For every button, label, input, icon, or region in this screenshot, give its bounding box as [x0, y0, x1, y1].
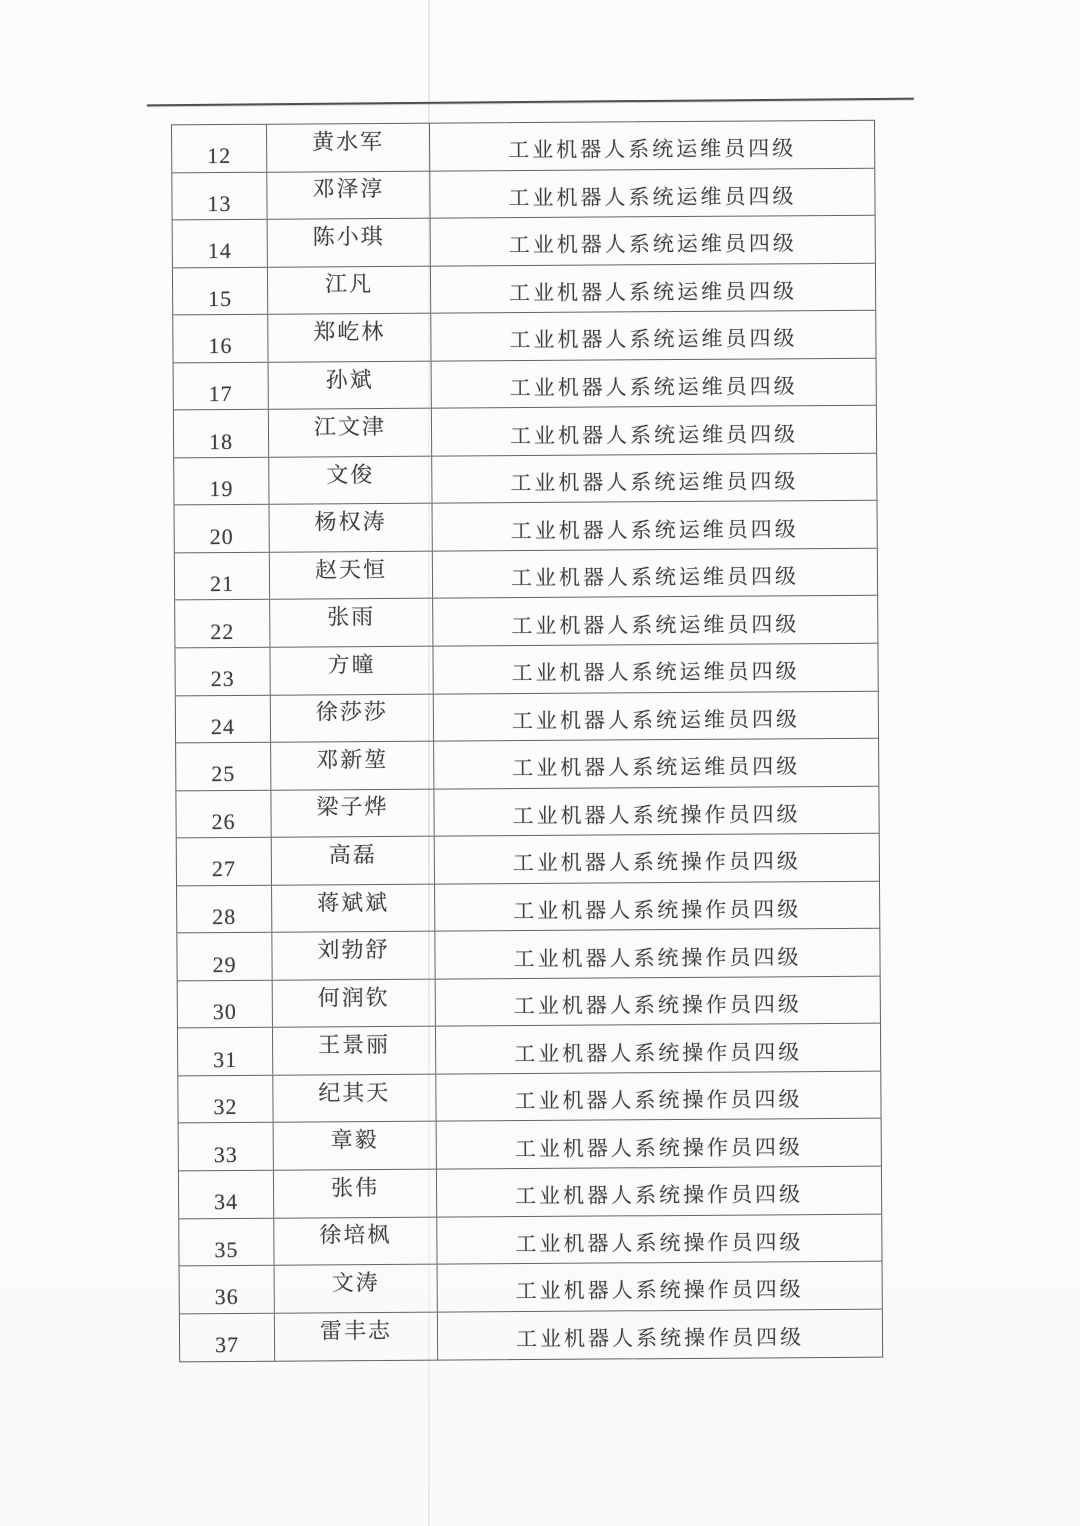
certificate-name: 工业机器人系统运维员四级: [511, 611, 800, 638]
person-name: 江文津: [313, 413, 387, 440]
certificate-name: 工业机器人系统运维员四级: [511, 707, 801, 733]
row-number-cell: [175, 553, 270, 600]
row-number-cell: [177, 838, 272, 885]
person-name-cell: [271, 742, 434, 790]
table-row: [176, 691, 878, 743]
certificate-name-cell: [430, 121, 874, 170]
person-name-cell: [273, 1027, 436, 1075]
person-name: 徐莎莎: [315, 699, 388, 725]
person-name: 张雨: [327, 604, 376, 630]
certificate-name: 工业机器人系统运维员四级: [508, 184, 797, 210]
row-number: 16: [208, 333, 233, 359]
person-name: 蒋斌斌: [317, 889, 390, 915]
person-name: 邓泽淳: [312, 176, 385, 202]
row-number-cell: [178, 1028, 273, 1075]
certificate-name: 工业机器人系统操作员四级: [513, 897, 802, 924]
person-name-cell: [269, 409, 432, 457]
certificate-name-cell: [437, 1214, 881, 1263]
row-number-cell: [176, 743, 271, 790]
certificate-name-cell: [433, 596, 877, 645]
row-number: 20: [209, 523, 234, 549]
person-name-cell: [272, 932, 435, 980]
certificate-name: 工业机器人系统操作员四级: [515, 1277, 804, 1304]
row-number-cell: [177, 885, 272, 932]
certificate-name: 工业机器人系统运维员四级: [509, 374, 798, 401]
table-row: [177, 881, 879, 933]
person-name: 江凡: [324, 271, 374, 297]
row-number: 15: [208, 285, 233, 312]
row-number-cell: [178, 1076, 273, 1123]
row-number: 31: [213, 1046, 238, 1072]
table-row: [173, 216, 875, 268]
row-number-cell: [174, 362, 269, 409]
row-number-cell: [180, 1313, 275, 1361]
row-number: 36: [214, 1284, 239, 1310]
certificate-name-cell: [436, 1024, 880, 1073]
person-name-cell: [274, 1122, 437, 1170]
certificate-name: 工业机器人系统运维员四级: [508, 136, 797, 163]
person-name-cell: [273, 1075, 436, 1123]
row-number-cell: [173, 267, 268, 314]
row-number: 30: [212, 999, 237, 1025]
person-name: 文俊: [326, 461, 375, 487]
person-name: 郑屹林: [313, 318, 386, 345]
row-number-cell: [174, 410, 269, 457]
person-name: 赵天恒: [314, 556, 388, 583]
row-number-cell: [172, 125, 267, 172]
row-number: 22: [210, 618, 235, 644]
table-row: [175, 501, 877, 553]
person-name-cell: [271, 789, 434, 837]
certificate-name: 工业机器人系统运维员四级: [510, 469, 799, 496]
table-row: [174, 406, 876, 458]
certificate-name-cell: [432, 501, 876, 550]
row-number: 26: [211, 808, 236, 835]
certificate-name: 工业机器人系统操作员四级: [515, 1325, 805, 1352]
certificate-name: 工业机器人系统操作员四级: [514, 1134, 803, 1161]
table-row: [175, 644, 877, 696]
certificate-name-cell: [432, 454, 876, 503]
row-number-cell: [175, 600, 270, 647]
person-name: 何润钦: [317, 984, 390, 1011]
person-name-cell: [267, 124, 430, 172]
certificate-name: 工业机器人系统操作员四级: [515, 1182, 804, 1209]
row-number-cell: [173, 315, 268, 362]
certificate-name: 工业机器人系统运维员四级: [510, 516, 799, 543]
row-number: 13: [207, 190, 232, 216]
table-row: [180, 1309, 882, 1361]
table-row: [178, 977, 880, 1029]
person-name: 张伟: [330, 1174, 380, 1201]
row-number-cell: [180, 1266, 275, 1313]
certificate-name: 工业机器人系统操作员四级: [514, 1039, 803, 1066]
table-row: [178, 1072, 880, 1124]
row-number: 14: [207, 238, 232, 264]
certificate-name-cell: [434, 691, 878, 740]
certificate-name-cell: [434, 739, 878, 788]
row-number: 21: [209, 571, 235, 597]
row-number: 29: [212, 951, 237, 977]
person-name: 梁子烨: [316, 794, 389, 820]
scan-noise-speckles: [0, 0, 1, 1]
certificate-name: 工业机器人系统操作员四级: [514, 1087, 803, 1114]
person-name-cell: [275, 1312, 438, 1361]
table-row: [178, 1024, 880, 1076]
certificate-name-cell: [432, 358, 876, 407]
person-name: 章毅: [330, 1127, 379, 1153]
person-name: 高磊: [328, 841, 377, 868]
person-name: 刘勃舒: [317, 936, 390, 963]
person-name: 纪其天: [318, 1079, 391, 1106]
person-name-cell: [267, 171, 430, 219]
row-number: 17: [208, 380, 233, 407]
person-name-cell: [268, 314, 431, 362]
row-number: 19: [209, 476, 234, 502]
person-name-cell: [268, 266, 431, 314]
table-row: [174, 358, 876, 410]
certificate-name: 工业机器人系统运维员四级: [512, 754, 801, 781]
table-row: [179, 1119, 881, 1171]
certificate-name: 工业机器人系统运维员四级: [509, 326, 798, 353]
table-row: [179, 1214, 881, 1266]
certificate-name: 工业机器人系统运维员四级: [511, 659, 800, 686]
certificate-name: 工业机器人系统操作员四级: [512, 849, 801, 876]
row-number: 28: [212, 903, 237, 930]
row-number-cell: [179, 1123, 274, 1170]
certificate-name-cell: [433, 549, 877, 598]
person-name-cell: [271, 694, 434, 742]
row-number: 37: [214, 1332, 240, 1358]
table-row: [176, 786, 878, 838]
row-number-cell: [176, 695, 271, 742]
person-name: 孙斌: [325, 366, 374, 392]
person-name: 杨权涛: [314, 509, 387, 535]
table-row: [177, 929, 879, 981]
row-number: 24: [210, 713, 236, 739]
table-row: [173, 311, 875, 363]
row-number: 18: [208, 428, 234, 454]
table-row: [172, 168, 874, 220]
person-name: 黄水军: [311, 128, 385, 155]
row-number-cell: [176, 790, 271, 837]
person-name-cell: [274, 1217, 437, 1265]
row-number-cell: [174, 458, 269, 505]
certificate-name-cell: [431, 311, 875, 360]
row-number-cell: [177, 933, 272, 980]
person-name: 方曈: [327, 651, 376, 678]
table-row: [180, 1262, 882, 1314]
person-name: 雷丰志: [319, 1317, 393, 1344]
person-name-cell: [270, 599, 433, 647]
row-number-cell: [179, 1171, 274, 1218]
table-row: [173, 263, 875, 315]
row-number: 23: [210, 666, 235, 692]
certificate-name: 工业机器人系统运维员四级: [509, 279, 798, 306]
certificate-name: 工业机器人系统操作员四级: [512, 802, 801, 829]
row-number-cell: [172, 172, 267, 219]
person-name: 王景丽: [317, 1032, 391, 1058]
person-name: 徐培枫: [319, 1222, 392, 1248]
certificate-table: [171, 120, 883, 1363]
row-number: 12: [207, 143, 232, 169]
certificate-name: 工业机器人系统运维员四级: [509, 421, 799, 448]
person-name-cell: [274, 1170, 437, 1218]
row-number-cell: [179, 1218, 274, 1265]
row-number: 35: [214, 1236, 239, 1262]
row-number-cell: [173, 220, 268, 267]
certificate-name-cell: [432, 406, 876, 455]
person-name-cell: [270, 647, 433, 695]
person-name-cell: [270, 552, 433, 600]
certificate-name: 工业机器人系统操作员四级: [513, 992, 802, 1019]
table-row: [177, 834, 879, 886]
person-name-cell: [269, 361, 432, 409]
person-name-cell: [268, 219, 431, 267]
certificate-name-cell: [437, 1119, 881, 1168]
person-name-cell: [273, 979, 436, 1027]
certificate-name-cell: [435, 881, 879, 930]
certificate-name-cell: [435, 834, 879, 883]
row-number: 34: [214, 1189, 239, 1215]
table-row: [172, 121, 874, 173]
row-number-cell: [178, 981, 273, 1028]
table-row: [174, 454, 876, 506]
person-name: 邓新堃: [316, 746, 389, 773]
header-separator-line: [147, 98, 914, 107]
certificate-name-cell: [436, 1072, 880, 1121]
row-number: 33: [213, 1141, 238, 1167]
person-name: 陈小琪: [312, 223, 385, 250]
certificate-name-cell: [435, 929, 879, 978]
table-row: [175, 596, 877, 648]
person-name-cell: [272, 884, 435, 932]
certificate-name: 工业机器人系统操作员四级: [513, 944, 802, 971]
person-name-cell: [275, 1265, 438, 1313]
certificate-name: 工业机器人系统运维员四级: [510, 564, 800, 591]
row-number: 32: [213, 1094, 238, 1120]
certificate-name-cell: [437, 1167, 881, 1216]
certificate-name: 工业机器人系统运维员四级: [508, 231, 797, 258]
certificate-name-cell: [431, 216, 875, 265]
person-name-cell: [270, 504, 433, 552]
person-name: 文涛: [331, 1269, 380, 1296]
certificate-name-cell: [434, 786, 878, 835]
certificate-name-cell: [430, 168, 874, 217]
row-number-cell: [175, 505, 270, 552]
row-number: 27: [211, 856, 236, 882]
table-row: [175, 549, 877, 601]
certificate-name-cell: [436, 977, 880, 1026]
certificate-name-cell: [433, 644, 877, 693]
person-name-cell: [272, 837, 435, 885]
certificate-name: 工业机器人系统操作员四级: [515, 1230, 804, 1256]
table-row: [179, 1167, 881, 1219]
table-row: [176, 739, 878, 791]
certificate-name-cell: [438, 1309, 882, 1359]
row-number: 25: [211, 761, 236, 787]
certificate-name-cell: [438, 1262, 882, 1311]
row-number-cell: [175, 648, 270, 695]
person-name-cell: [269, 456, 432, 504]
certificate-name-cell: [431, 263, 875, 312]
